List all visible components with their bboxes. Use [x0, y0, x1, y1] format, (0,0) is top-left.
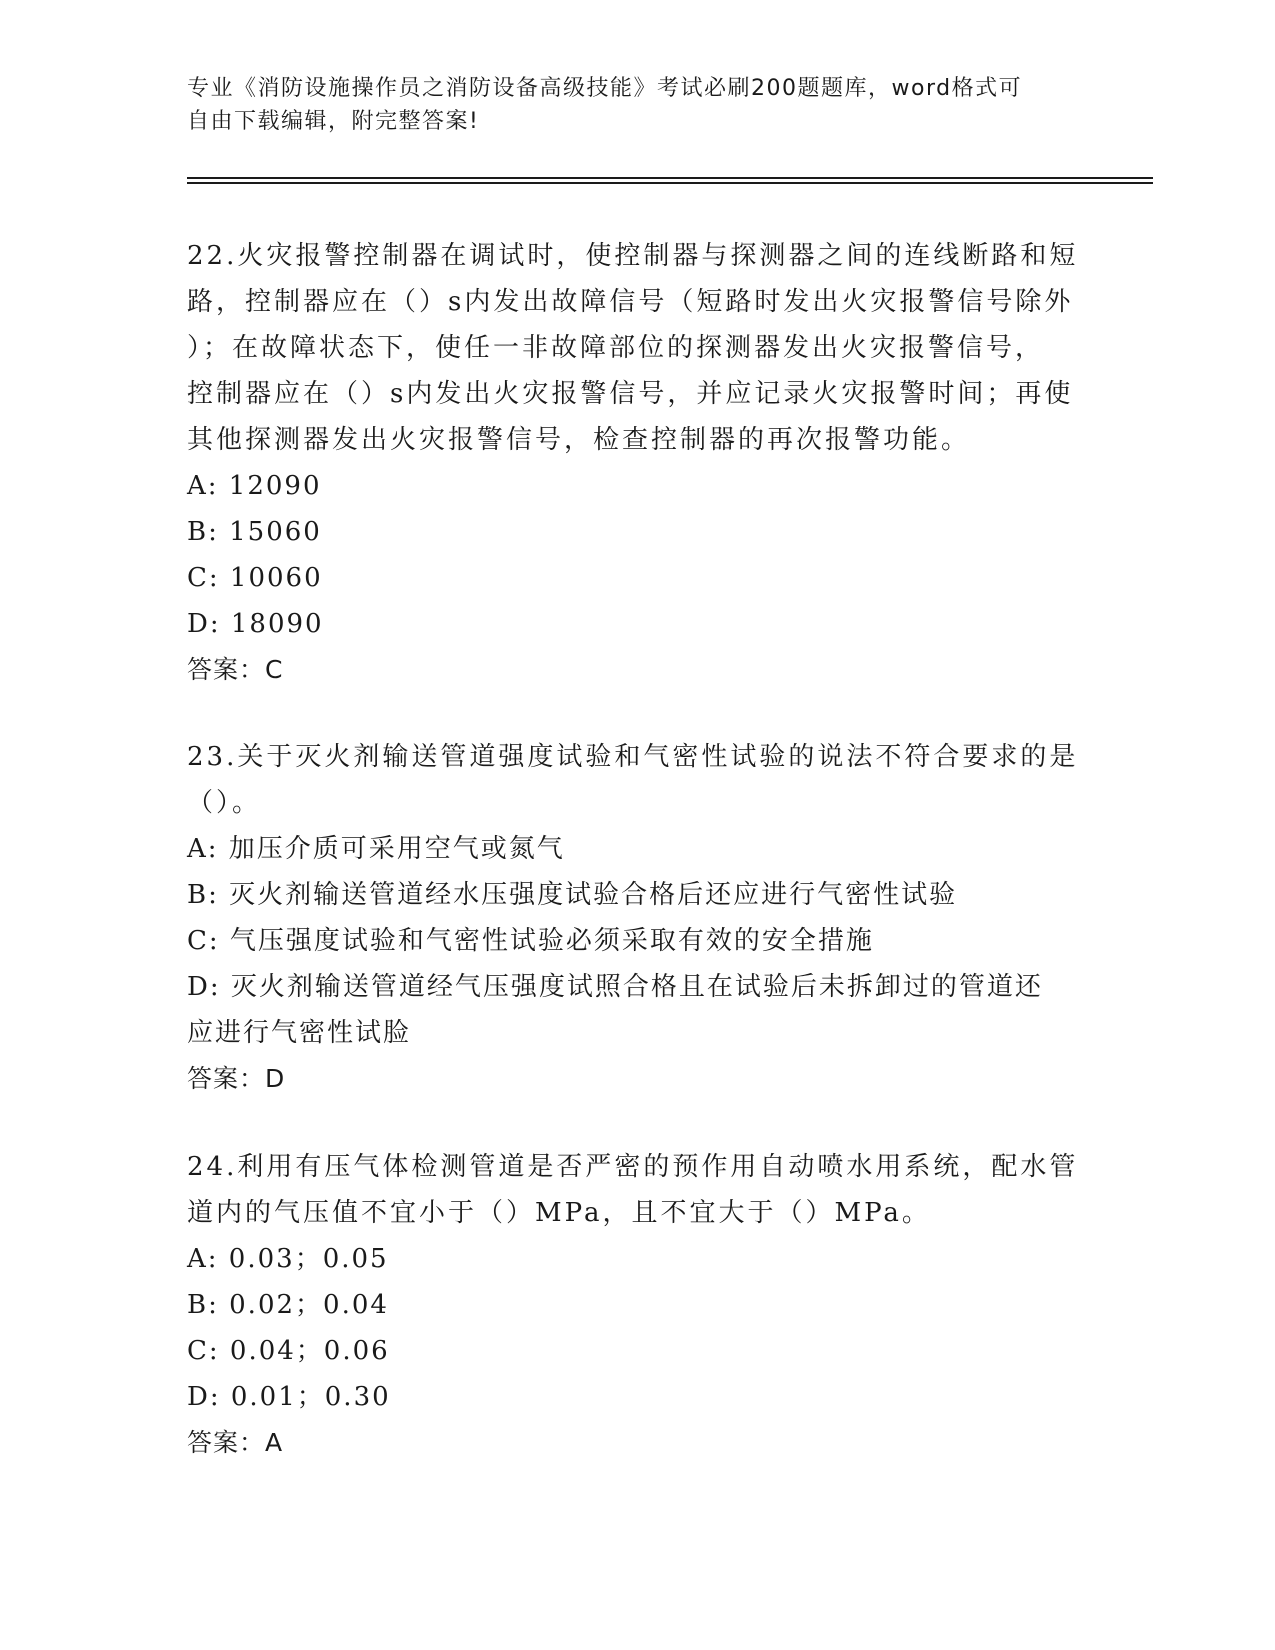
answer-line: 答案：C — [187, 655, 284, 684]
option-b: B: 0.02；0.04 — [187, 1290, 389, 1320]
option-c: C: 气压强度试验和气密性试验必须采取有效的安全措施 — [187, 926, 874, 956]
question-text-line: （）。 — [187, 788, 262, 818]
question-23 — [187, 734, 1087, 1102]
option-d: D: 灭火剂输送管道经气压强度试照合格且在试验后未拆卸过的管道还 — [187, 972, 1043, 1002]
question-text-line: 道内的气压值不宜小于（）MPa，且不宜大于（）MPa。 — [187, 1198, 931, 1228]
option-c: C: 0.04；0.06 — [187, 1336, 390, 1366]
question-text-line: 24.利用有压气体检测管道是否严密的预作用自动喷水用系统，配水管 — [187, 1152, 1079, 1182]
option-d-continued: 应进行气密性试脸 — [187, 1018, 412, 1048]
option-d: D: 18090 — [187, 609, 324, 639]
answer-line: 答案：D — [187, 1064, 286, 1093]
question-text-line: 路，控制器应在（）s内发出故障信号（短路时发出火灾报警信号除外 — [187, 287, 1074, 317]
question-text-line: ）；在故障状态下，使任一非故障部位的探测器发出火灾报警信号， — [187, 333, 1045, 363]
answer-line: 答案：A — [187, 1428, 284, 1457]
header-divider-bottom — [187, 182, 1153, 184]
header-line-1: 专业《消防设施操作员之消防设备高级技能》考试必刷200题题库，word格式可 — [187, 76, 1023, 101]
header-divider-top — [187, 177, 1153, 179]
question-text-line: 控制器应在（）s内发出火灾报警信号，并应记录火灾报警时间；再使 — [187, 379, 1074, 409]
question-text-line: 其他探测器发出火灾报警信号，检查控制器的再次报警功能。 — [187, 425, 971, 455]
option-a: A: 0.03；0.05 — [187, 1244, 389, 1274]
option-c: C: 10060 — [187, 563, 323, 593]
question-text-line: 22.火灾报警控制器在调试时，使控制器与探测器之间的连线断路和短 — [187, 241, 1079, 271]
question-22 — [187, 233, 1087, 693]
header-line-2: 自由下载编辑，附完整答案! — [187, 109, 480, 134]
question-text-line: 23.关于灭火剂输送管道强度试验和气密性试验的说法不符合要求的是 — [187, 742, 1079, 772]
question-24 — [187, 1144, 1087, 1466]
document-header — [187, 72, 1067, 138]
option-a: A: 12090 — [187, 471, 322, 501]
option-b: B: 灭火剂输送管道经水压强度试验合格后还应进行气密性试验 — [187, 880, 958, 910]
option-b: B: 15060 — [187, 517, 322, 547]
option-a: A: 加压介质可采用空气或氮气 — [187, 834, 565, 864]
option-d: D: 0.01；0.30 — [187, 1382, 391, 1412]
